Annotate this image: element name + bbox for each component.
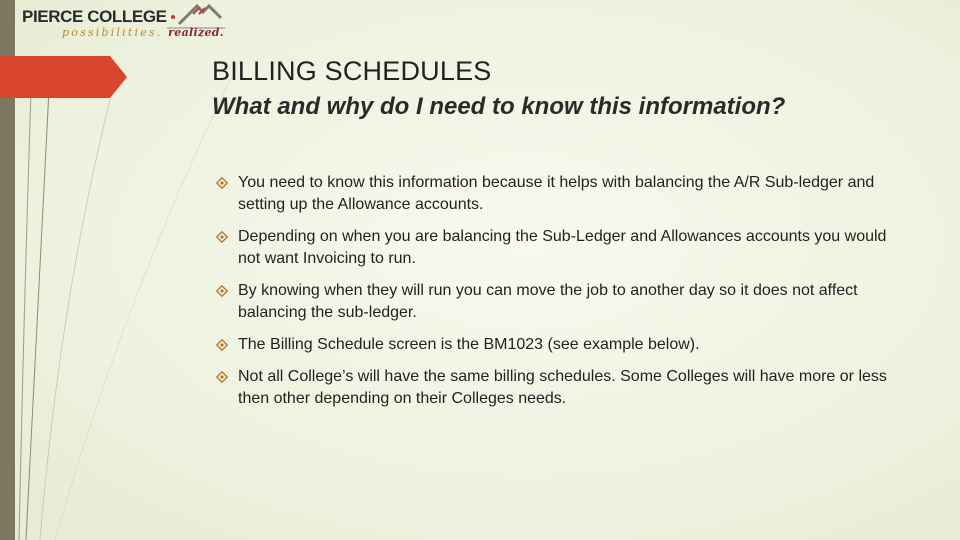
diamond-bullet-icon — [216, 285, 228, 297]
diamond-bullet-icon — [216, 339, 228, 351]
title-accent-arrow — [0, 56, 127, 98]
bullet-item — [214, 172, 904, 216]
bullet-list — [214, 172, 904, 420]
bullet-text: By knowing when they will run you can move the job to another day so it does not affect balancing the sub-ledger. — [238, 282, 858, 321]
diamond-bullet-icon — [216, 231, 228, 243]
slide-subtitle: What and why do I need to know this information? — [212, 93, 786, 120]
diamond-bullet-icon — [216, 371, 228, 383]
logo-name: PIERCE COLLEGE — [22, 7, 167, 26]
logo-tagline — [62, 26, 224, 39]
bullet-text: Depending on when you are balancing the Sub-Ledger and Allowances accounts you would not want Invoicing to run. — [238, 228, 887, 267]
logo-tagline-strong: realized. — [168, 26, 224, 39]
bullet-text: You need to know this information because it helps with balancing the A/R Sub-ledger and setting up the Allowance accounts. — [238, 174, 875, 213]
pierce-college-logo — [18, 2, 228, 42]
diamond-bullet-icon — [216, 177, 228, 189]
bullet-item — [214, 366, 904, 410]
bullet-item — [214, 280, 904, 324]
slide-title: BILLING SCHEDULES — [212, 56, 492, 86]
bullet-item — [214, 334, 904, 356]
bullet-text: The Billing Schedule screen is the BM1023 (see example below). — [238, 336, 700, 353]
logo-tagline-text: possibilities. — [62, 26, 163, 39]
bullet-text: Not all College’s will have the same billing schedules. Some Colleges will have more or less then other depending on their Colleges needs. — [238, 368, 887, 407]
bullet-item — [214, 226, 904, 270]
